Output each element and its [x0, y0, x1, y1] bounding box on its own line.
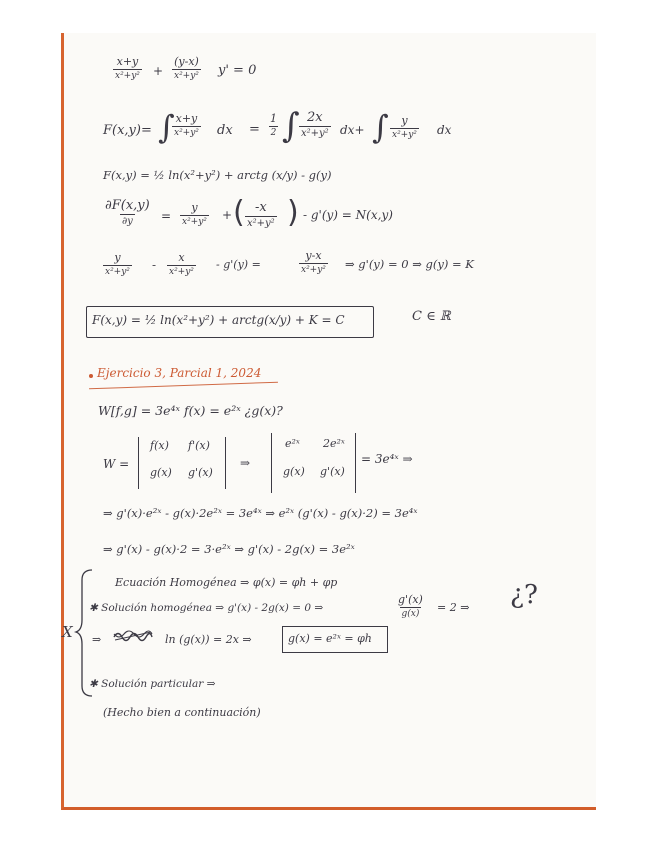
eq5-b-frac — [167, 251, 196, 277]
eq4-tail: - g'(y) = N(x,y) — [303, 208, 393, 222]
derivation-line-1: ⇒ g'(x)·e²ˣ - g(x)·2e²ˣ = 3e⁴ˣ ⇒ e²ˣ (g'(x) - g(x)·2) = 3e⁴ˣ — [103, 506, 418, 520]
eq2-dx2: dx+ — [340, 123, 365, 137]
cases-line-2-den: g(x) — [401, 609, 420, 619]
eq5-a-frac — [103, 251, 132, 277]
eq2-int2-frac — [299, 110, 331, 139]
section-bullet — [89, 374, 93, 378]
cases-mark: X — [62, 623, 73, 641]
result-equation: F(x,y) = ½ ln(x²+y²) + arctg(x/y) + K = C — [92, 313, 345, 327]
eq1-frac-1-num: x+y — [116, 55, 139, 68]
eq2-dx1: dx — [217, 123, 233, 138]
cases-line-3: ln (g(x)) = 2x ⇒ — [165, 633, 252, 646]
eq4-eq: = — [161, 209, 172, 223]
eq2-int3-den: x²+y² — [392, 130, 417, 140]
det1-a12: f'(x) — [188, 439, 210, 452]
integral-sign-2: ∫ — [282, 106, 300, 146]
question-marks: ¿? — [510, 580, 538, 610]
det2-bar-left — [271, 433, 272, 493]
eq2-int3-num: y — [401, 114, 408, 127]
det1-bar-right — [225, 437, 226, 489]
eq4-t1-frac — [180, 201, 209, 227]
cases-line-2-tail: = 2 ⇒ — [437, 601, 470, 614]
cases-line-3-arrow: ⇒ — [92, 633, 102, 646]
eq5-c-frac — [299, 249, 328, 275]
crossed-out-scribble — [112, 628, 154, 646]
eq4-paren-close: ) — [287, 195, 299, 230]
integral-sign-1: ∫ — [158, 108, 175, 146]
eq1-plus: + — [153, 64, 164, 78]
eq1-tail: y' = 0 — [218, 63, 257, 78]
det-w-label: W = — [103, 457, 130, 471]
eq3-line: F(x,y) = ½ ln(x²+y²) + arctg (x/y) - g(y) — [103, 168, 332, 182]
det2-b21: g(x) — [283, 465, 305, 478]
eq5-b-num: x — [178, 251, 185, 264]
eq4-lhs-den: ∂y — [121, 216, 133, 227]
cases-line-4: ✱ Solución particular ⇒ — [89, 678, 216, 690]
cases-line-2-frac — [396, 593, 425, 619]
eq1-frac-1-den: x²+y² — [115, 71, 140, 81]
eq4-t2-frac — [245, 200, 277, 229]
eq4-t2-den: x²+y² — [247, 218, 275, 229]
section-title: Ejercicio 3, Parcial 1, 2024 — [97, 366, 262, 380]
eq4-plus: + — [222, 208, 233, 222]
det1-a21: g(x) — [150, 466, 172, 479]
result-note: C ∈ ℝ — [412, 309, 451, 324]
det1-a11: f(x) — [150, 439, 169, 452]
det2-b12: 2e²ˣ — [323, 437, 345, 450]
eq1-frac-2 — [172, 55, 201, 81]
det-arrow: ⇒ — [240, 456, 251, 470]
eq5-c-den: x²+y² — [301, 265, 326, 275]
det1-bar-left — [138, 437, 139, 489]
derivation-line-2: ⇒ g'(x) - g(x)·2 = 3·e²ˣ ⇒ g'(x) - 2g(x) = 3e²ˣ — [103, 542, 355, 556]
eq1-frac-2-num: (y-x) — [174, 55, 199, 68]
eq1-frac-1 — [113, 55, 142, 81]
footer-note: (Hecho bien a continuación) — [103, 706, 261, 719]
det2-bar-right — [355, 433, 356, 493]
eq2-int1-frac — [172, 112, 201, 138]
eq5-mid: - g'(y) = — [216, 258, 261, 271]
eq4-paren-open: ( — [233, 195, 245, 230]
det-rhs: = 3e⁴ˣ ⇒ — [361, 452, 413, 466]
wronskian-line: W[f,g] = 3e⁴ˣ f(x) = e²ˣ ¿g(x)? — [98, 403, 283, 418]
det1-a22: g'(x) — [188, 466, 213, 479]
eq5-a-den: x²+y² — [105, 267, 130, 277]
eq2-half-den: 2 — [270, 128, 277, 138]
eq4-t1-den: x²+y² — [182, 217, 207, 227]
eq4-t2-num: -x — [254, 200, 267, 215]
eq2-half — [268, 112, 279, 138]
eq2-int1-den: x²+y² — [174, 128, 199, 138]
cases-line-2-num: g'(x) — [398, 593, 423, 606]
eq2-int2-num: 2x — [307, 110, 323, 125]
eq2-int2-den: x²+y² — [301, 128, 329, 139]
det2-b22: g'(x) — [320, 465, 345, 478]
eq2-dx3: dx — [437, 123, 452, 137]
eq5-c-num: y-x — [305, 249, 322, 262]
eq4-lhs-num: ∂F(x,y) — [105, 198, 150, 213]
eq5-tail: ⇒ g'(y) = 0 ⇒ g(y) = K — [345, 257, 474, 271]
det2-b11: e²ˣ — [285, 437, 300, 450]
eq5-b-den: x²+y² — [169, 267, 194, 277]
homogeneous-solution: g(x) = e²ˣ = φh — [288, 632, 372, 645]
eq2-lhs: F(x,y)= — [103, 123, 152, 138]
eq2-int3-frac — [390, 114, 419, 140]
eq1-frac-2-den: x²+y² — [174, 71, 199, 81]
eq5-minus: - — [152, 258, 157, 272]
integral-sign-3: ∫ — [372, 108, 389, 146]
eq2-equals: = — [249, 122, 260, 137]
notebook-page — [61, 33, 596, 810]
eq4-lhs-frac — [103, 198, 152, 227]
eq2-int1-num: x+y — [175, 112, 198, 125]
eq2-half-num: 1 — [270, 112, 277, 125]
eq4-t1-num: y — [191, 201, 198, 214]
cases-line-1: Ecuación Homogénea ⇒ φ(x) = φh + φp — [115, 576, 338, 589]
cases-line-2: ✱ Solución homogénea ⇒ g'(x) - 2g(x) = 0 ⇒ — [89, 602, 324, 614]
eq5-a-num: y — [114, 251, 121, 264]
